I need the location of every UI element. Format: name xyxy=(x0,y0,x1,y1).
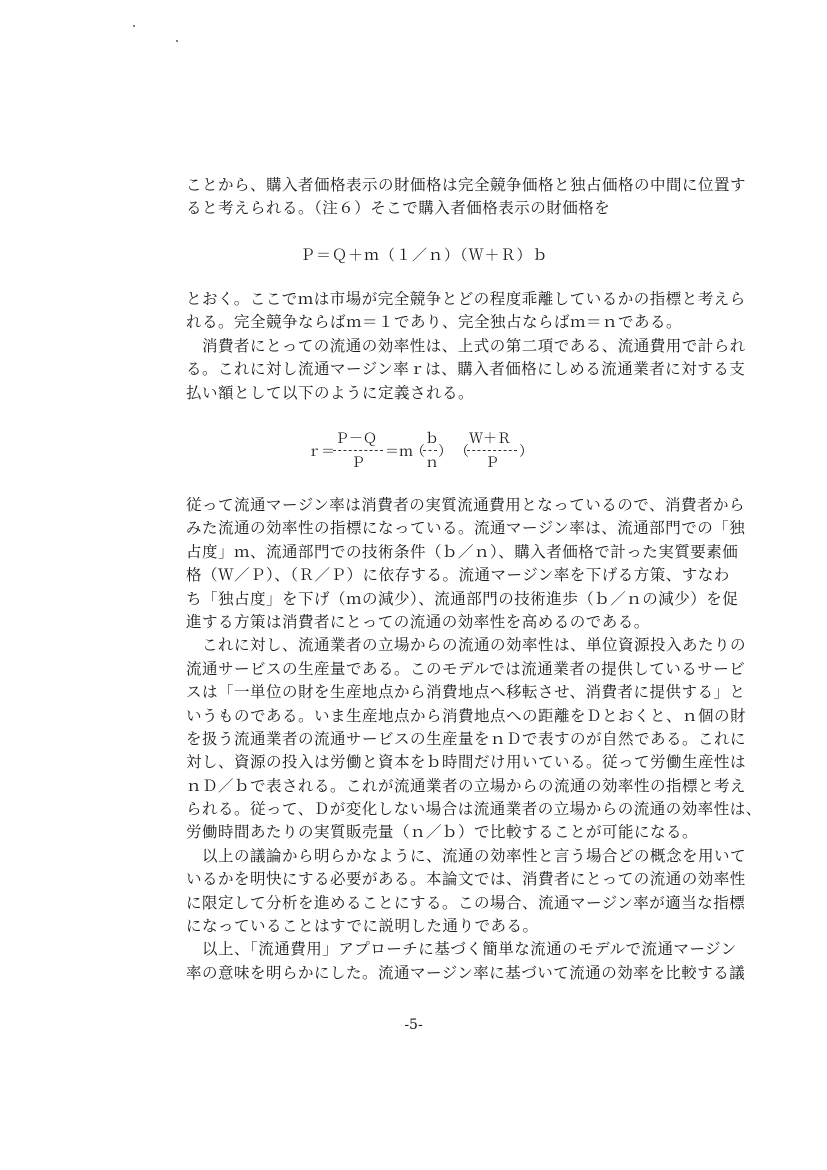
margin-rate-formula xyxy=(307,428,537,472)
paragraph-2 xyxy=(186,288,746,405)
fraction-2-denominator: ｎ xyxy=(425,455,439,471)
text-line: に限定して分析を進めることにする。この場合、流通マージン率が適当な指標 xyxy=(186,893,746,912)
scan-speck xyxy=(133,25,135,27)
text-line: 流通サービスの生産量である。このモデルでは流通業者の提供しているサービ xyxy=(186,659,746,678)
paren-close-1: ） xyxy=(438,444,452,460)
fraction-3-bar xyxy=(467,450,517,451)
text-line: いるかを明快にする必要がある。本論文では、消費者にとっての流通の効率性 xyxy=(186,870,746,889)
fraction-1-numerator: Ｐ－Ｑ xyxy=(335,431,377,447)
text-line: ことから、購入者価格表示の財価格は完全競争価格と独占価格の中間に位置す xyxy=(186,176,747,194)
text-line: 消費者にとっての流通の効率性は、上式の第二項である、流通費用で計られ xyxy=(186,336,746,355)
text-line: 進する方策は消費者にとっての流通の効率性を高めるのである。 xyxy=(186,612,650,631)
text-line: みた流通の効率性の指標になっている。流通マージン率は、流通部門での「独 xyxy=(186,519,746,538)
text-line: 労働時間あたりの実質販売量（ｎ／ｂ）で比較することが可能になる。 xyxy=(186,823,699,842)
text-line: いうものである。いま生産地点から消費地点への距離をＤとおくと、ｎ個の財 xyxy=(186,706,747,725)
text-line: 格（Ｗ／Ｐ）、（Ｒ／Ｐ）に依存する。流通マージン率を下げる方策、すなわ xyxy=(186,566,730,585)
fraction-3-denominator: Ｐ xyxy=(485,455,499,471)
text-line: を扱う流通業者の流通サービスの生産量をｎＤで表すのが自然である。これに xyxy=(186,729,747,748)
paren-close-2: ） xyxy=(519,444,533,460)
text-line: ると考えられる。（注６）そこで購入者価格表示の財価格を xyxy=(186,199,611,218)
text-line: これに対し、流通業者の立場からの流通の効率性は、単位資源投入あたりの xyxy=(186,636,747,655)
paren-open-2: （ xyxy=(455,444,469,460)
scan-speck xyxy=(176,40,178,42)
text-line: 占度」ｍ、流通部門での技術条件（ｂ／ｎ）、購入者価格で計った実質要素価 xyxy=(186,542,739,561)
price-formula: Ｐ＝Ｑ＋ｍ（１／ｎ）（Ｗ＋Ｒ）ｂ xyxy=(300,246,549,264)
text-line: になっていることはすでに説明した通りである。 xyxy=(186,917,539,936)
text-line: る。これに対し流通マージン率ｒは、購入者価格にしめる流通業者に対する支 xyxy=(186,360,746,379)
text-line: 率の意味を明らかにした。流通マージン率に基づいて流通の効率を比較する議 xyxy=(186,963,746,982)
text-line: れる。完全競争ならばｍ＝１であり、完全独占ならばｍ＝ｎである。 xyxy=(186,313,683,332)
text-line: 払い額として以下のように定義される。 xyxy=(186,383,475,402)
fraction-3-numerator: Ｗ＋Ｒ xyxy=(469,431,511,447)
text-line: ｎＤ／ｂで表される。これが流通業者の立場からの流通の効率性の指標と考え xyxy=(186,776,747,795)
fraction-1-denominator: Ｐ xyxy=(351,455,365,471)
text-line: 以上、「流通費用」アプローチに基づく簡単な流通のモデルで流通マージン xyxy=(186,940,737,959)
paragraph-1 xyxy=(186,174,747,221)
formula-equals-m: ＝ｍ xyxy=(385,444,413,460)
paragraph-3 xyxy=(186,494,762,985)
text-line: 以上の議論から明らかなように、流通の効率性と言う場合どの概念を用いて xyxy=(186,846,747,865)
text-line: 従って流通マージン率は消費者の実質流通費用となっているので、消費者から xyxy=(186,496,745,514)
text-line: とおく。ここでｍは市場が完全競争とどの程度乖離しているかの指標と考えら xyxy=(186,290,746,308)
text-line: られる。従って、Ｄが変化しない場合は流通業者の立場からの流通の効率性は、 xyxy=(186,800,762,819)
fraction-1-bar xyxy=(333,450,383,451)
paren-open-1: （ xyxy=(411,444,425,460)
text-line: スは「一単位の財を生産地点から消費地点へ移転させ、消費者に提供する」と xyxy=(186,683,746,702)
text-line: 対し、資源の投入は労働と資本をｂ時間だけ用いている。従って労働生産性は xyxy=(186,753,747,772)
text-line: ち「独占度」を下げ（ｍの減少）、流通部門の技術進歩（ｂ／ｎの減少）を促 xyxy=(186,589,739,608)
fraction-2-bar xyxy=(423,450,437,451)
fraction-2-numerator: ｂ xyxy=(425,431,439,447)
page-number: -5- xyxy=(404,1017,423,1033)
formula-lhs: ｒ＝ xyxy=(307,444,335,460)
